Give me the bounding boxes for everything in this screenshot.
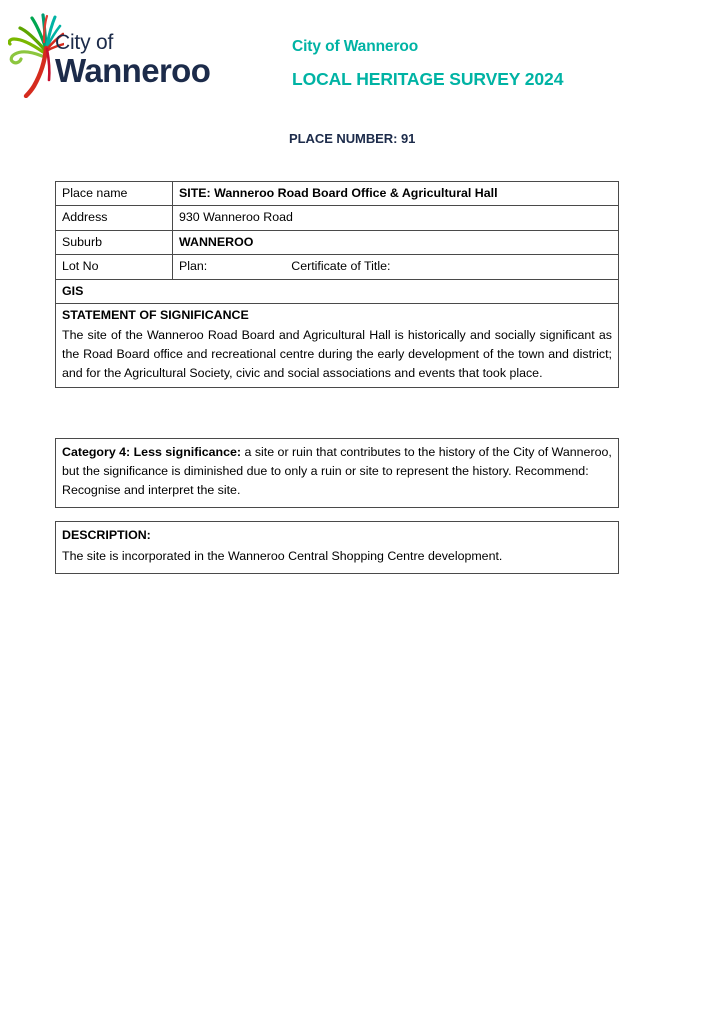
cell-value-suburb: WANNEROO bbox=[173, 230, 619, 254]
document-title-block bbox=[292, 38, 692, 90]
page-header bbox=[0, 0, 706, 160]
cell-label-place-name: Place name bbox=[56, 182, 173, 206]
cell-label-address: Address bbox=[56, 206, 173, 230]
table-row-lot-no bbox=[56, 255, 619, 279]
statement-body: The site of the Wanneroo Road Board and Agricultural Hall is historically and socially significant as the Road Board office and recreational centre during the early development of the town and district; and for the Agricultural Society, civic and social associations and events that took place. bbox=[62, 328, 612, 380]
category-text bbox=[62, 443, 612, 500]
place-info-table bbox=[55, 181, 619, 388]
description-body: The site is incorporated in the Wanneroo Central Shopping Centre development. bbox=[62, 548, 503, 563]
table-row-place-name bbox=[56, 182, 619, 206]
category-box bbox=[55, 438, 619, 508]
title-local-heritage-survey: LOCAL HERITAGE SURVEY 2024 bbox=[292, 68, 564, 89]
cell-statement-of-significance bbox=[56, 303, 619, 387]
place-number: PLACE NUMBER: 91 bbox=[289, 131, 416, 146]
city-of-wanneroo-logo bbox=[8, 8, 258, 100]
statement-heading: STATEMENT OF SIGNIFICANCE bbox=[62, 307, 249, 322]
cell-label-lot-no: Lot No bbox=[56, 255, 173, 279]
logo-line-wanneroo: Wanneroo bbox=[55, 52, 211, 89]
table-row-statement-of-significance bbox=[56, 303, 619, 387]
description-heading: DESCRIPTION: bbox=[62, 528, 151, 542]
heritage-record bbox=[55, 181, 619, 388]
description-box bbox=[55, 521, 619, 574]
cell-label-suburb: Suburb bbox=[56, 230, 173, 254]
category-body: a site or ruin that contributes to the history of the City of Wanneroo, but the significance is diminished due to only a ruin or site to represent the history. Recommend: Recognise and interpret the site. bbox=[62, 445, 612, 497]
cell-value-place-name: SITE: Wanneroo Road Board Office & Agricultural Hall bbox=[173, 182, 619, 206]
cell-value-address: 930 Wanneroo Road bbox=[173, 206, 619, 230]
category-label: Category 4: Less significance: bbox=[62, 445, 242, 459]
cell-label-gis: GIS bbox=[56, 279, 619, 303]
logo-wordmark bbox=[55, 32, 210, 87]
cell-value-lot-no bbox=[173, 255, 619, 279]
table-row-gis bbox=[56, 279, 619, 303]
table-row-suburb bbox=[56, 230, 619, 254]
logo-line-city-of: City of bbox=[55, 31, 114, 54]
title-city-of-wanneroo: City of Wanneroo bbox=[292, 38, 419, 55]
table-row-address bbox=[56, 206, 619, 230]
plan-label: Plan: bbox=[179, 259, 208, 274]
certificate-of-title-label: Certificate of Title: bbox=[291, 259, 391, 274]
